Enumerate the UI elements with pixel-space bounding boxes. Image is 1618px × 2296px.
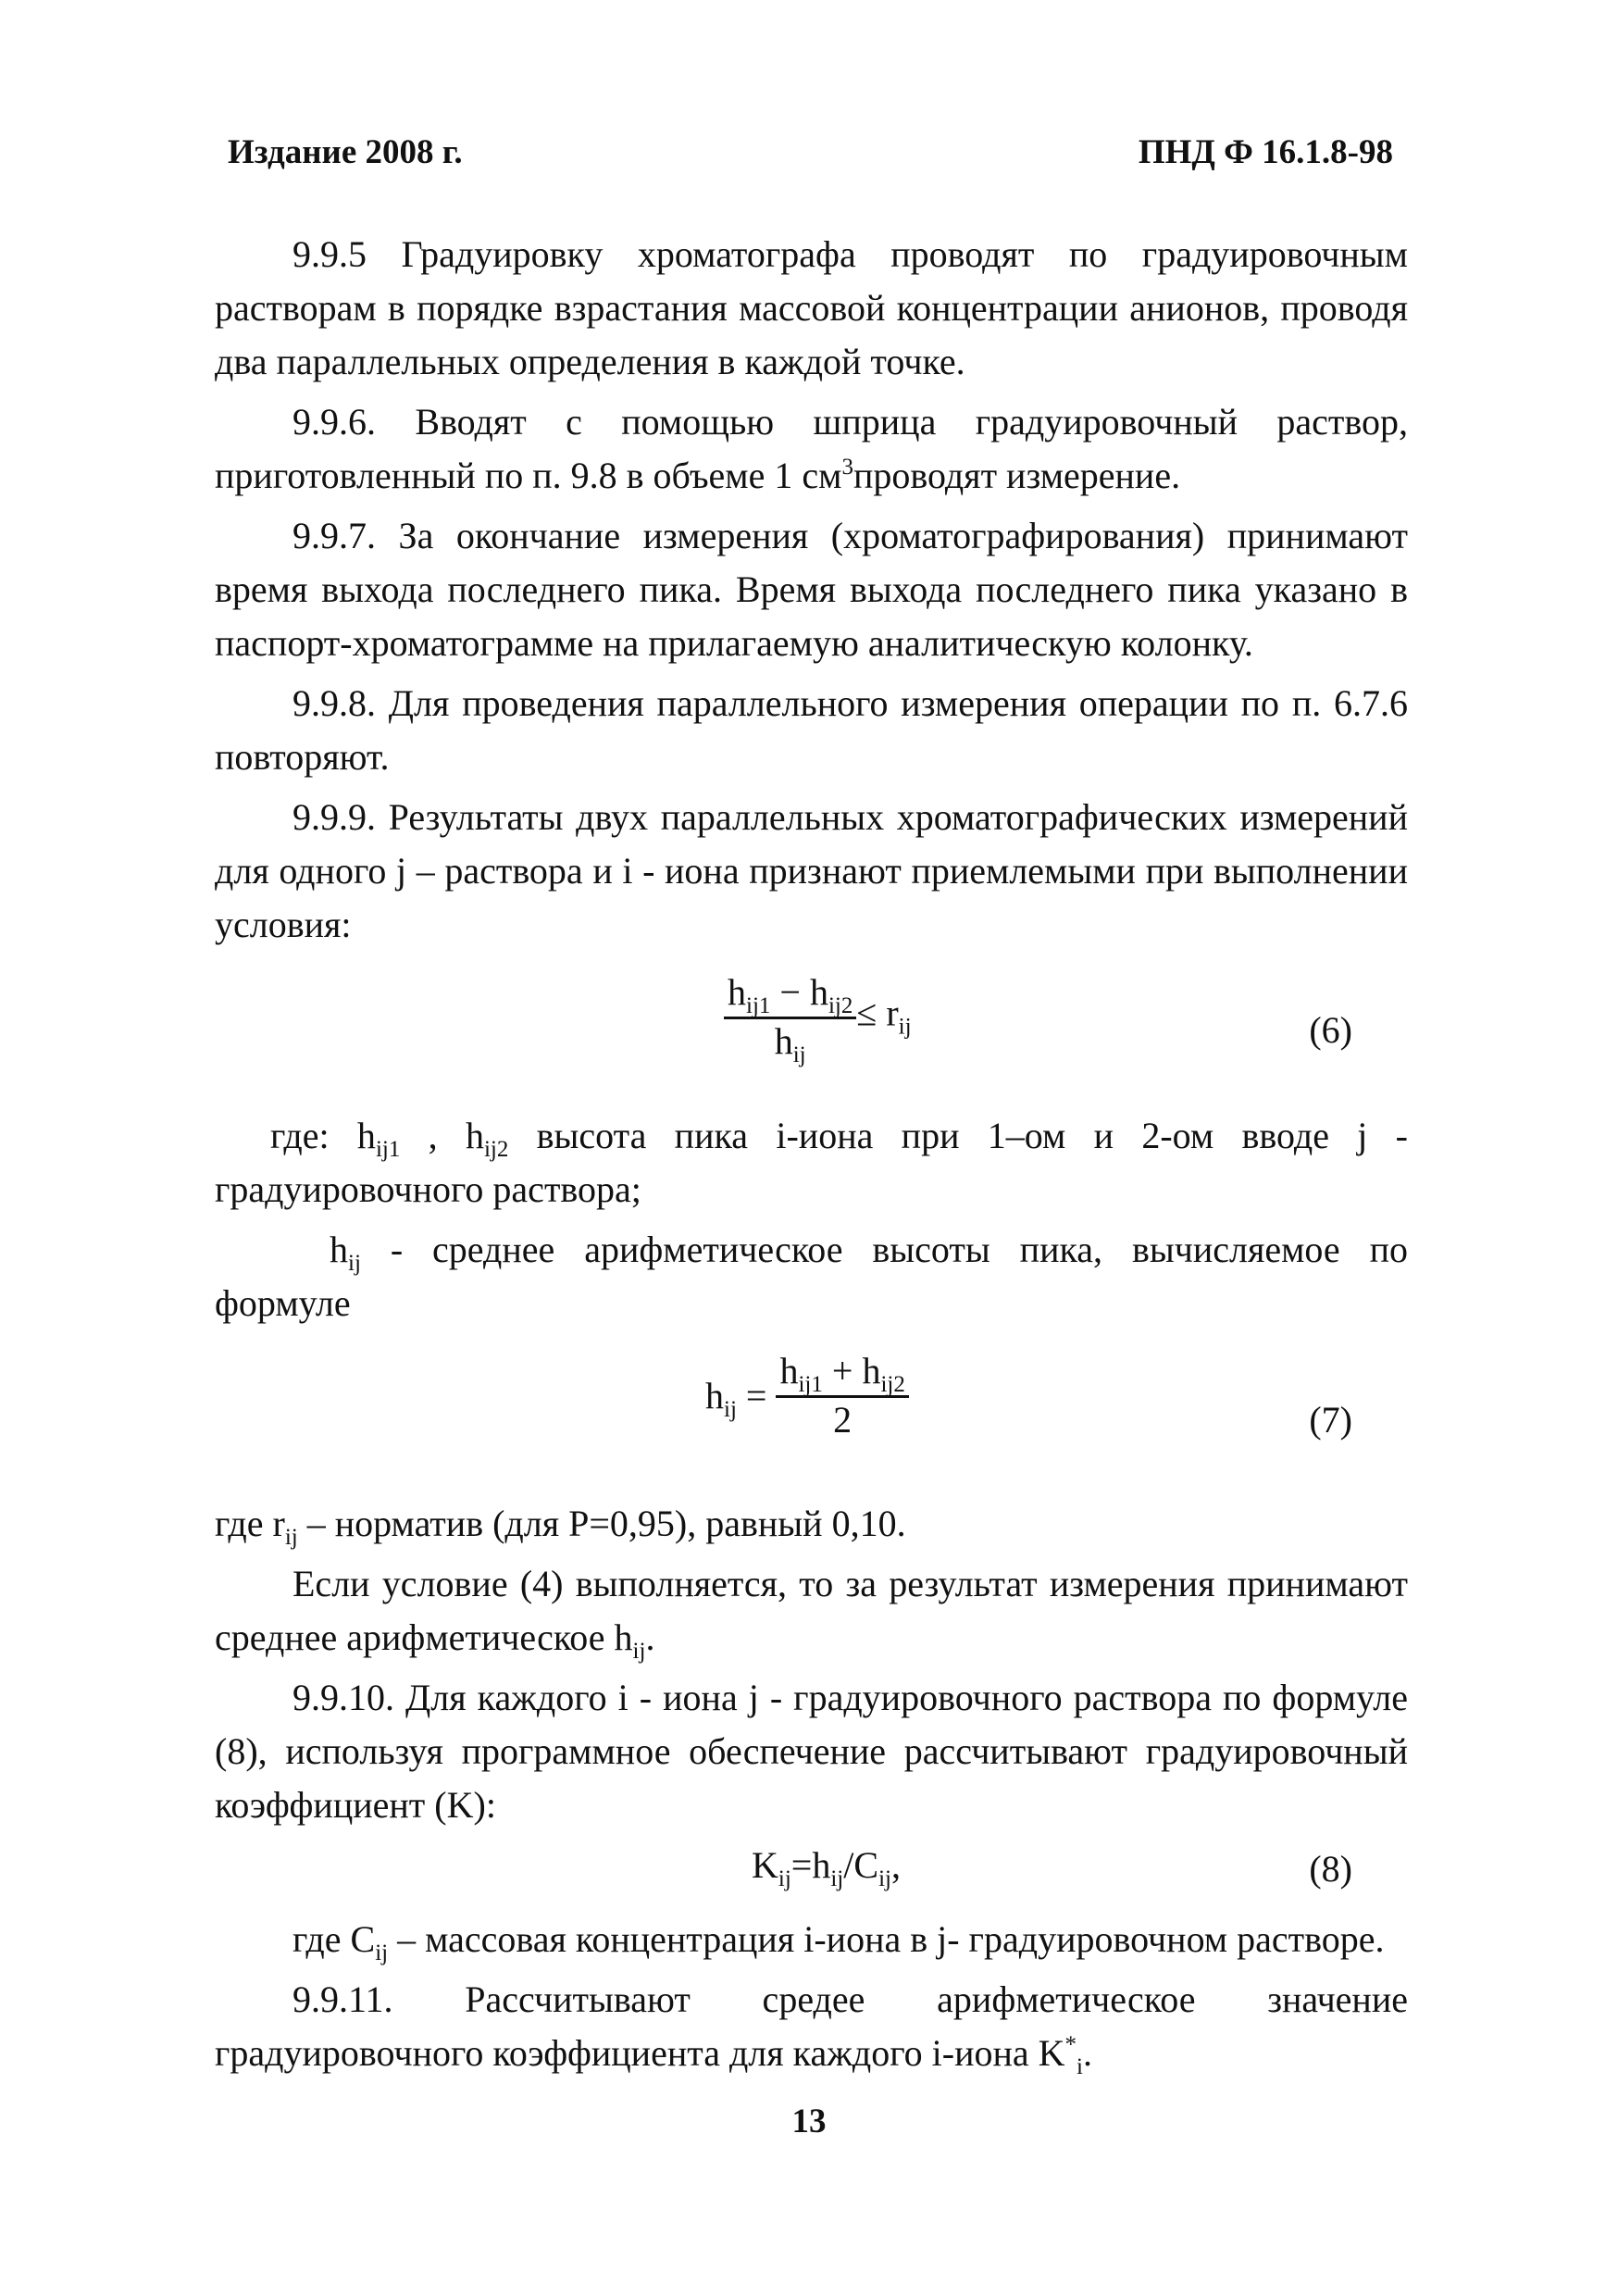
eq6-le: ≤ r (856, 992, 899, 1034)
eq6-fraction (724, 970, 856, 1067)
condition-paragraph: Если условие (4) выполняется, то за результат измерения принимают среднее арифметическое $h_{ij}$. (215, 1563, 1408, 1664)
eq7-denominator: 2 (833, 1399, 853, 1441)
eq6-r-sub: ij (898, 1014, 912, 1040)
where-rij: где $r_{ij}$ – норматив (для P=0,95), равный 0,10. (215, 1503, 906, 1550)
equation-8-number: (8) (1309, 1848, 1352, 1890)
page-number: 13 (791, 2103, 827, 2140)
where-hij: $h_{ij}$ - среднее арифметическое высоты пика, вычисляемое по формуле (215, 1229, 1408, 1324)
paragraph-9-9-7: 9.9.7. За окончание измерения (хроматографирования) принимают время выхода последнего пика. Время выхода последнего пика указано в паспорт-хроматограмме на прилагаемую аналитическую колонку. (215, 515, 1408, 664)
eq7-numerator: $h_{ij1} + h_{ij2}$ (776, 1349, 908, 1398)
where-hij1-hij2: где: $h_{ij1}$ , $h_{ij2}$ высота пика i-иона при 1–ом и 2-ом вводе j - градуировочного раствора; (215, 1115, 1408, 1210)
equation-6 (215, 970, 1408, 1109)
eq6-denominator: $h_{ij}$ (774, 1020, 806, 1067)
paragraph-9-9-6 (215, 395, 1408, 503)
equation-6-body (724, 970, 912, 1067)
equation-8-body: $K_{ij}=h_{ij}/C_{ij}$, (752, 1844, 901, 1891)
eq7-fraction (776, 1349, 908, 1442)
paragraph-9-9-8: 9.9.8. Для проведения параллельного измерения операции по п. 6.7.6 повторяют. (215, 682, 1408, 778)
equation-8 (215, 1839, 1408, 1903)
equation-7-body (705, 1349, 909, 1442)
equation-7-number: (7) (1309, 1399, 1352, 1441)
eq6-numerator: $h_{ij1} - h_{ij2}$ (724, 970, 856, 1019)
equation-6-number: (6) (1309, 1009, 1352, 1051)
eq7-lhs: $h_{ij}$ = (705, 1374, 767, 1422)
cubic-superscript: 3 (841, 455, 853, 480)
document-body (215, 228, 1408, 2087)
paragraph-9-9-9: 9.9.9. Результаты двух параллельных хроматографических измерений для одного j – раствора и i - иона признают приемлемыми при выполнении условия: (215, 796, 1408, 945)
p2-text-a: 9.9.6. Вводят с помощью шприца градуировочный раствор, приготовленный по п. 9.8 в объеме 1 см (215, 401, 1408, 496)
equation-7 (215, 1349, 1408, 1488)
p2-text-b: проводят измерение. (853, 455, 1181, 496)
where-cij: где $C_{ij}$ – массовая концентрация i-иона в j- градуировочном растворе. (292, 1918, 1385, 1965)
paragraph-9-9-10: 9.9.10. Для каждого i - иона j - градуировочного раствора по формуле (8), используя программное обеспечение рассчитывают градуировочный коэффициент (K): (215, 1677, 1408, 1826)
paragraph-9-9-5: 9.9.5 Градуировку хроматографа проводят по градуировочным растворам в порядке взрастания массовой концентрации анионов, проводя два параллельных определения в каждой точке. (215, 233, 1408, 382)
edition-label: Издание 2008 г. (228, 133, 463, 171)
paragraph-9-9-11: 9.9.11. Рассчитывают средее арифметическое значение градуировочного коэффициента для каждого i-иона $K^*_i$. (215, 1978, 1408, 2079)
document-code: ПНД Ф 16.1.8-98 (1138, 133, 1393, 171)
